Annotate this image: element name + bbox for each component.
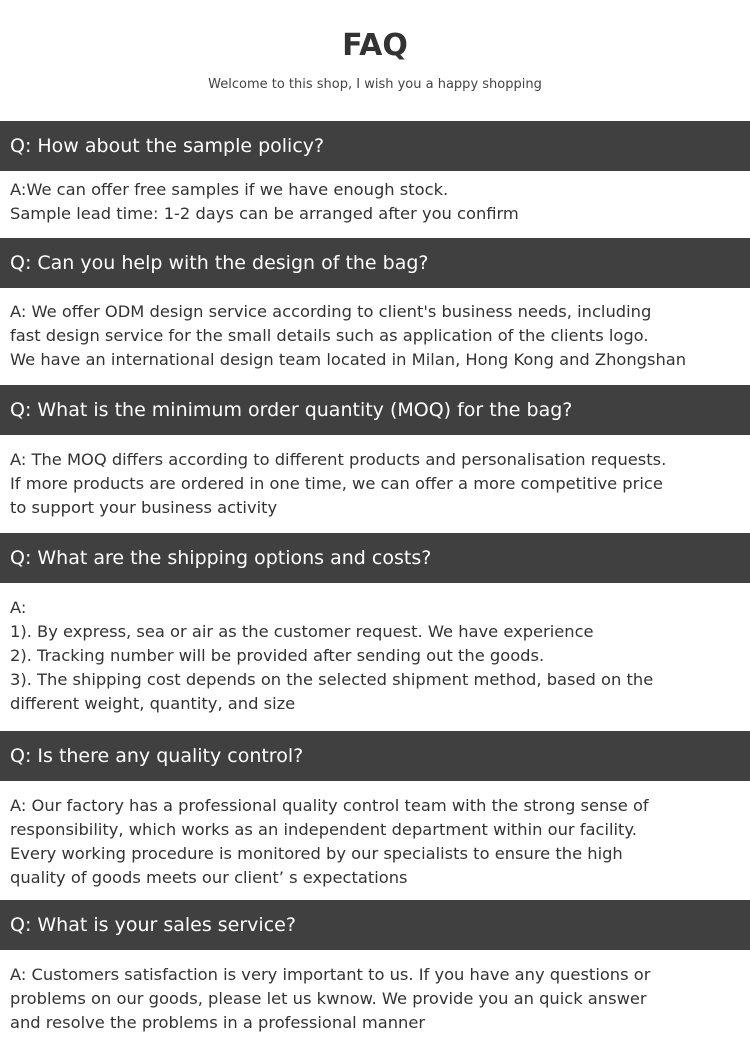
- answer-line: problems on our goods, please let us kwnow. We provide you an quick answer: [10, 989, 647, 1008]
- answer-line: We have an international design team located in Milan, Hong Kong and Zhongshan: [10, 350, 687, 369]
- faq-answer-moq: [10, 448, 746, 520]
- answer-line: 1). By express, sea or air as the customer request. We have experience: [10, 622, 594, 641]
- faq-question-sales-service: Q: What is your sales service?: [0, 900, 750, 950]
- answer-line: different weight, quantity, and size: [10, 694, 296, 713]
- faq-answer-quality-control: [10, 794, 746, 890]
- answer-line: fast design service for the small details such as application of the clients logo.: [10, 326, 649, 345]
- answer-line: 3). The shipping cost depends on the selected shipment method, based on the: [10, 670, 654, 689]
- answer-line: A:: [10, 598, 27, 617]
- answer-line: quality of goods meets our client’ s expectations: [10, 868, 408, 887]
- answer-line: A: Our factory has a professional quality control team with the strong sense of: [10, 796, 649, 815]
- answer-line: to support your business activity: [10, 498, 278, 517]
- faq-answer-sales-service: [10, 963, 746, 1035]
- faq-question-design: Q: Can you help with the design of the bag?: [0, 238, 750, 288]
- answer-line: A:We can offer free samples if we have enough stock.: [10, 180, 449, 199]
- answer-line: and resolve the problems in a professional manner: [10, 1013, 426, 1032]
- faq-header: [0, 0, 750, 121]
- answer-line: A: We offer ODM design service according to client's business needs, including: [10, 302, 652, 321]
- answer-line: If more products are ordered in one time, we can offer a more competitive price: [10, 474, 663, 493]
- answer-line: Sample lead time: 1-2 days can be arranged after you confirm: [10, 204, 519, 223]
- answer-line: A: Customers satisfaction is very important to us. If you have any questions or: [10, 965, 651, 984]
- faq-question-shipping: Q: What are the shipping options and costs?: [0, 533, 750, 583]
- answer-line: A: The MOQ differs according to different products and personalisation requests.: [10, 450, 667, 469]
- answer-line: 2). Tracking number will be provided after sending out the goods.: [10, 646, 545, 665]
- faq-question-sample-policy: Q: How about the sample policy?: [0, 121, 750, 171]
- faq-answer-sample-policy: [10, 178, 746, 226]
- faq-answer-shipping: [10, 596, 746, 716]
- page-subtitle: Welcome to this shop, I wish you a happy shopping: [208, 77, 542, 92]
- answer-line: responsibility, which works as an independent department within our facility.: [10, 820, 637, 839]
- page-title: FAQ: [342, 28, 408, 63]
- faq-answer-design: [10, 300, 746, 372]
- faq-question-moq: Q: What is the minimum order quantity (MOQ) for the bag?: [0, 385, 750, 435]
- faq-question-quality-control: Q: Is there any quality control?: [0, 731, 750, 781]
- answer-line: Every working procedure is monitored by our specialists to ensure the high: [10, 844, 623, 863]
